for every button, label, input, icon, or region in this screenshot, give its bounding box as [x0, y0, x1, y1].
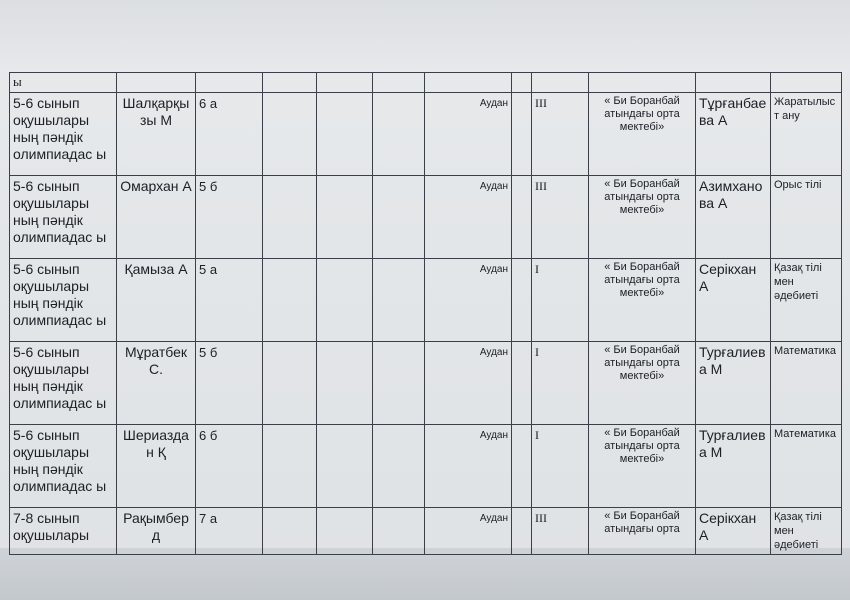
place-cell: III [532, 176, 589, 259]
subject-cell: Қазақ тілі мен әдебиеті [771, 508, 842, 555]
class-cell: 7 а [196, 508, 263, 555]
school-cell: « Би Боранбай атындағы орта мектебі» [589, 259, 696, 342]
subject-cell: Жаратылыст ану [771, 93, 842, 176]
table-row-header-tail [10, 73, 842, 93]
level-cell: Аудан [425, 425, 512, 508]
class-cell: 6 б [196, 425, 263, 508]
place-cell: I [532, 425, 589, 508]
student-cell: Шалқарқы зы М [117, 93, 196, 176]
table-row [10, 93, 842, 176]
school-cell: « Би Боранбай атындағы орта мектебі» [589, 176, 696, 259]
place-cell: III [532, 93, 589, 176]
event-cell: 5-6 сынып оқушылары ның пәндік олимпиадас ы [10, 342, 117, 425]
school-cell: « Би Боранбай атындағы орта мектебі» [589, 93, 696, 176]
subject-cell: Математика [771, 342, 842, 425]
table-row [10, 508, 842, 555]
olympiad-results-table [9, 72, 842, 555]
table-row [10, 342, 842, 425]
teacher-cell: Тұрғанбае ва А [696, 93, 771, 176]
place-cell: I [532, 259, 589, 342]
teacher-cell: Серікхан А [696, 259, 771, 342]
subject-cell: Орыс тілі [771, 176, 842, 259]
event-cell: 7-8 сынып оқушылары [10, 508, 117, 555]
level-cell: Аудан [425, 93, 512, 176]
school-cell: « Би Боранбай атындағы орта мектебі» [589, 342, 696, 425]
bottom-shade [0, 548, 850, 600]
subject-cell: Математика [771, 425, 842, 508]
teacher-cell: Азимхано ва А [696, 176, 771, 259]
event-cell: 5-6 сынып оқушылары ның пәндік олимпиадас ы [10, 425, 117, 508]
table-row [10, 259, 842, 342]
student-cell: Мұратбек С. [117, 342, 196, 425]
teacher-cell: Турғалиев а М [696, 425, 771, 508]
class-cell: 5 б [196, 176, 263, 259]
student-cell: Рақымберд [117, 508, 196, 555]
top-shade [0, 0, 850, 70]
level-cell: Аудан [425, 259, 512, 342]
class-cell: 5 б [196, 342, 263, 425]
subject-cell: Қазақ тілі мен әдебиеті [771, 259, 842, 342]
teacher-cell: Турғалиев а М [696, 342, 771, 425]
class-cell: 6 а [196, 93, 263, 176]
event-cell: 5-6 сынып оқушылары ның пәндік олимпиадас ы [10, 93, 117, 176]
student-cell: Шериазда н Қ [117, 425, 196, 508]
place-cell: I [532, 342, 589, 425]
school-cell: « Би Боранбай атындағы орта мектебі» [589, 425, 696, 508]
student-cell: Омархан А [117, 176, 196, 259]
event-cell: ы [10, 73, 117, 93]
table-row [10, 425, 842, 508]
event-cell: 5-6 сынып оқушылары ның пәндік олимпиадас ы [10, 176, 117, 259]
teacher-cell: Серікхан А [696, 508, 771, 555]
school-cell: « Би Боранбай атындағы орта [589, 508, 696, 555]
level-cell: Аудан [425, 176, 512, 259]
class-cell: 5 а [196, 259, 263, 342]
student-cell: Қамыза А [117, 259, 196, 342]
event-cell: 5-6 сынып оқушылары ның пәндік олимпиадас ы [10, 259, 117, 342]
level-cell: Аудан [425, 508, 512, 555]
level-cell: Аудан [425, 342, 512, 425]
table-row [10, 176, 842, 259]
place-cell: III [532, 508, 589, 555]
